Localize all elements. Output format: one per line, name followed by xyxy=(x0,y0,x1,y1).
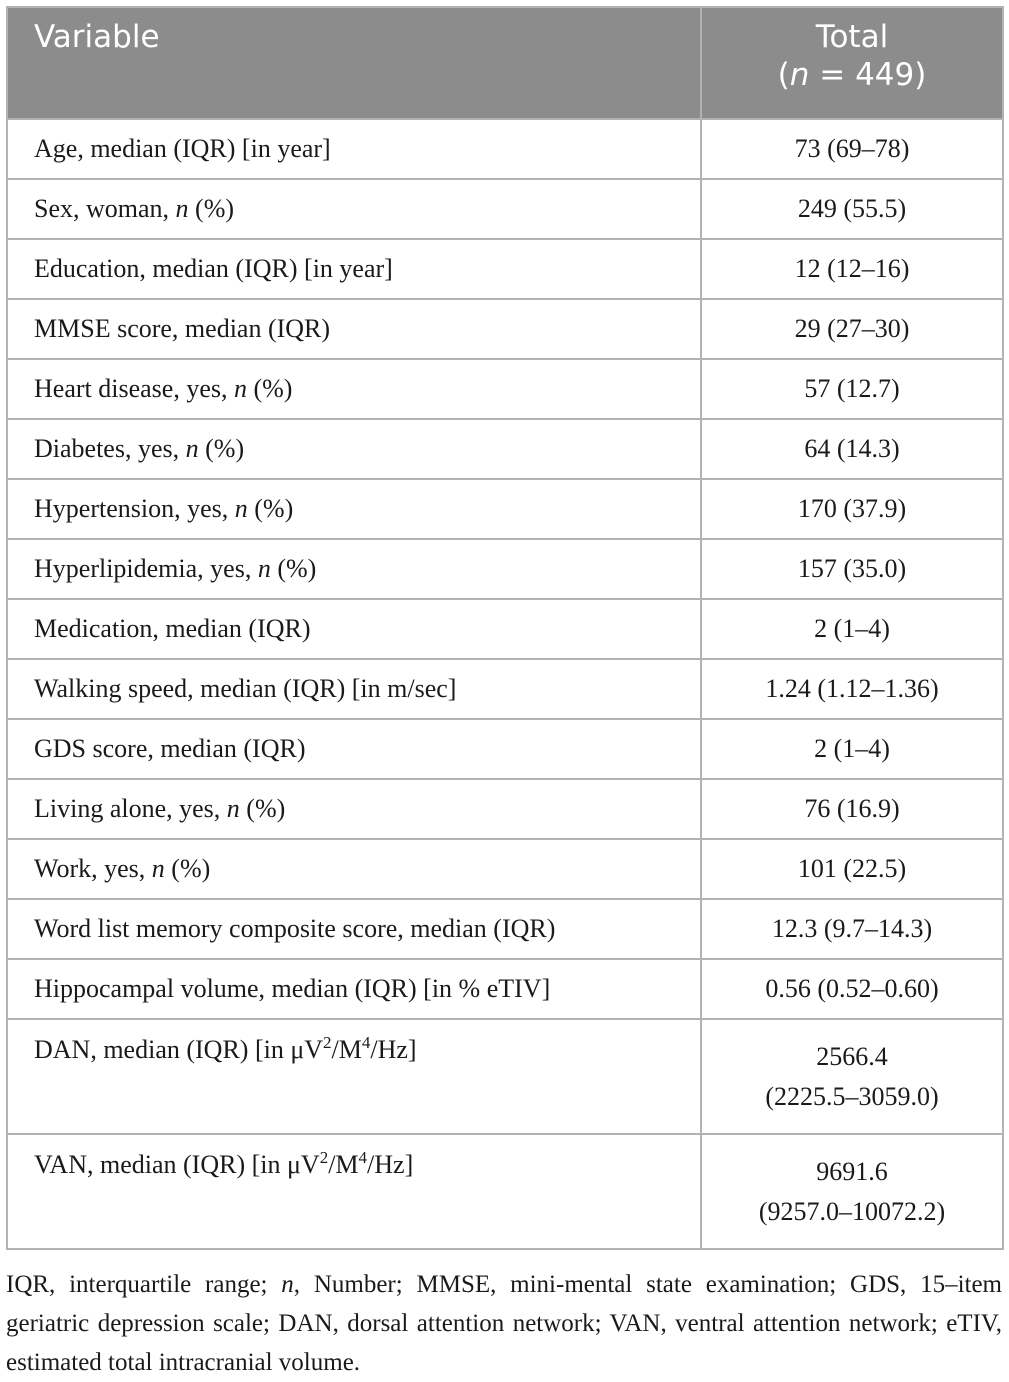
label-text: VAN, median (IQR) [in μV xyxy=(34,1150,320,1179)
superscript: 4 xyxy=(358,1148,368,1167)
row-label xyxy=(7,839,701,899)
label-text: Hyperlipidemia, yes, xyxy=(34,554,258,583)
row-value: 2 (1–4) xyxy=(701,719,1003,779)
table-row xyxy=(7,539,1003,599)
header-total-label: Total xyxy=(815,19,889,55)
row-label xyxy=(7,1019,701,1134)
n-italic: n xyxy=(257,554,271,583)
row-value: 12 (12–16) xyxy=(701,239,1003,299)
row-label xyxy=(7,479,701,539)
row-value: 249 (55.5) xyxy=(701,179,1003,239)
table-row xyxy=(7,839,1003,899)
table-row xyxy=(7,719,1003,779)
label-suffix: (%) xyxy=(246,374,293,403)
row-value xyxy=(701,1019,1003,1134)
row-label: Medication, median (IQR) xyxy=(7,599,701,659)
table-row xyxy=(7,1019,1003,1134)
n-italic: n xyxy=(234,494,248,523)
header-n-value: = 449) xyxy=(809,57,927,93)
label-text: Heart disease, yes, xyxy=(34,374,234,403)
n-italic: n xyxy=(233,374,247,403)
label-suffix: /Hz] xyxy=(370,1035,417,1064)
row-value xyxy=(701,1134,1003,1249)
row-label xyxy=(7,419,701,479)
row-label: Education, median (IQR) [in year] xyxy=(7,239,701,299)
label-suffix: (%) xyxy=(198,434,245,463)
table-row xyxy=(7,179,1003,239)
label-mid: /M xyxy=(328,1150,359,1179)
header-total-n: (n = 449) xyxy=(777,57,927,93)
table-row xyxy=(7,419,1003,479)
row-value: 29 (27–30) xyxy=(701,299,1003,359)
label-text: Living alone, yes, xyxy=(34,794,227,823)
row-label xyxy=(7,179,701,239)
n-italic: n xyxy=(226,794,240,823)
label-text: Hypertension, yes, xyxy=(34,494,235,523)
label-text: Sex, woman, xyxy=(34,194,176,223)
row-value: 101 (22.5) xyxy=(701,839,1003,899)
table-row xyxy=(7,119,1003,179)
value-iqr: (9257.0–10072.2) xyxy=(758,1196,946,1226)
footnote-part2: , Number; MMSE, mini-mental state examination; GDS, 15–item geriatric depression scale; DAN, dorsal attention network; VAN, ventral attention network; eTIV, estimated total intracranial volume. xyxy=(6,1271,1003,1376)
value-median: 9691.6 xyxy=(816,1156,888,1186)
table-row xyxy=(7,299,1003,359)
row-label xyxy=(7,359,701,419)
table-row xyxy=(7,599,1003,659)
row-label: Walking speed, median (IQR) [in m/sec] xyxy=(7,659,701,719)
row-value: 64 (14.3) xyxy=(701,419,1003,479)
table-row xyxy=(7,359,1003,419)
demographics-table xyxy=(6,6,1004,1250)
row-label xyxy=(7,779,701,839)
value-median: 2566.4 xyxy=(816,1041,888,1071)
row-label: GDS score, median (IQR) xyxy=(7,719,701,779)
row-value: 57 (12.7) xyxy=(701,359,1003,419)
row-value: 1.24 (1.12–1.36) xyxy=(701,659,1003,719)
header-total xyxy=(701,7,1003,119)
row-value: 76 (16.9) xyxy=(701,779,1003,839)
label-suffix: /Hz] xyxy=(367,1150,414,1179)
table-footnote xyxy=(6,1265,1002,1382)
row-label: MMSE score, median (IQR) xyxy=(7,299,701,359)
table-row xyxy=(7,959,1003,1019)
row-value: 170 (37.9) xyxy=(701,479,1003,539)
header-n-italic: n xyxy=(789,57,810,93)
n-italic: n xyxy=(175,194,189,223)
value-iqr: (2225.5–3059.0) xyxy=(765,1081,939,1111)
label-suffix: (%) xyxy=(188,194,235,223)
label-suffix: (%) xyxy=(239,794,286,823)
table-row xyxy=(7,779,1003,839)
row-value: 73 (69–78) xyxy=(701,119,1003,179)
row-label: Age, median (IQR) [in year] xyxy=(7,119,701,179)
label-suffix: (%) xyxy=(247,494,294,523)
label-suffix: (%) xyxy=(164,854,211,883)
row-value: 12.3 (9.7–14.3) xyxy=(701,899,1003,959)
label-text: DAN, median (IQR) [in μV xyxy=(34,1035,324,1064)
superscript: 4 xyxy=(361,1033,371,1052)
superscript: 2 xyxy=(319,1148,329,1167)
n-italic: n xyxy=(151,854,165,883)
label-suffix: (%) xyxy=(270,554,317,583)
superscript: 2 xyxy=(323,1033,332,1052)
n-italic: n xyxy=(185,434,199,463)
table-row xyxy=(7,659,1003,719)
row-value: 0.56 (0.52–0.60) xyxy=(701,959,1003,1019)
footnote-n-italic: n xyxy=(281,1271,294,1298)
row-value: 2 (1–4) xyxy=(701,599,1003,659)
table-row xyxy=(7,1134,1003,1249)
table-row xyxy=(7,479,1003,539)
label-mid: /M xyxy=(331,1035,362,1064)
label-text: Diabetes, yes, xyxy=(34,434,186,463)
table-row xyxy=(7,239,1003,299)
label-text: Work, yes, xyxy=(34,854,152,883)
table-container xyxy=(6,6,1002,1382)
header-row xyxy=(7,7,1003,119)
row-label: Hippocampal volume, median (IQR) [in % eTIV] xyxy=(7,959,701,1019)
footnote-part1: IQR, interquartile range; xyxy=(6,1271,282,1298)
row-label xyxy=(7,539,701,599)
row-label xyxy=(7,1134,701,1249)
table-row xyxy=(7,899,1003,959)
row-label: Word list memory composite score, median (IQR) xyxy=(7,899,701,959)
row-value: 157 (35.0) xyxy=(701,539,1003,599)
header-variable: Variable xyxy=(7,7,701,119)
